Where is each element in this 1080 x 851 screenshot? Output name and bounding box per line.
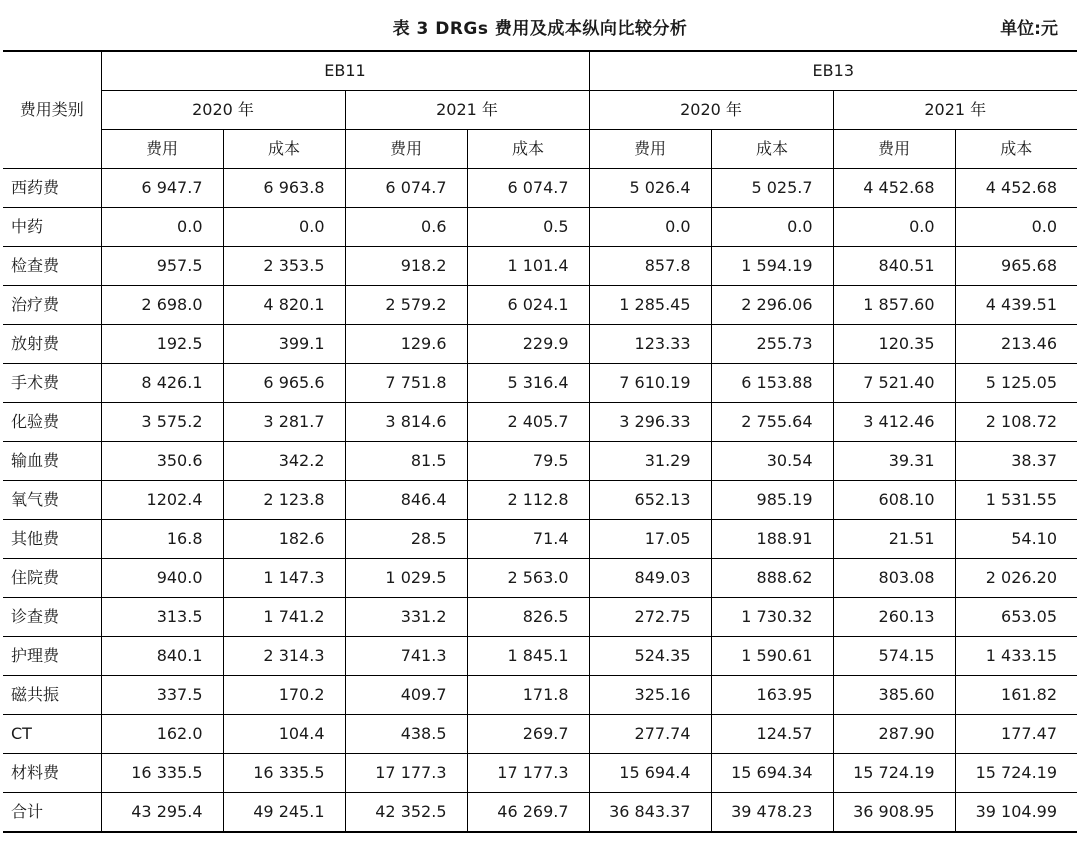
- value-cell: 3 412.46: [833, 403, 955, 442]
- value-cell: 170.2: [223, 676, 345, 715]
- metric-header: 成本: [955, 130, 1077, 169]
- value-cell: 2 698.0: [101, 286, 223, 325]
- value-cell: 229.9: [467, 325, 589, 364]
- value-cell: 957.5: [101, 247, 223, 286]
- value-cell: 7 751.8: [345, 364, 467, 403]
- value-cell: 7 521.40: [833, 364, 955, 403]
- value-cell: 5 125.05: [955, 364, 1077, 403]
- value-cell: 846.4: [345, 481, 467, 520]
- value-cell: 5 025.7: [711, 169, 833, 208]
- value-cell: 888.62: [711, 559, 833, 598]
- value-cell: 826.5: [467, 598, 589, 637]
- row-category: 住院费: [3, 559, 101, 598]
- metric-header: 费用: [345, 130, 467, 169]
- value-cell: 54.10: [955, 520, 1077, 559]
- value-cell: 0.0: [589, 208, 711, 247]
- table-row: [3, 793, 1077, 833]
- value-cell: 3 281.7: [223, 403, 345, 442]
- value-cell: 1 101.4: [467, 247, 589, 286]
- table-row: [3, 247, 1077, 286]
- value-cell: 918.2: [345, 247, 467, 286]
- metric-header: 成本: [711, 130, 833, 169]
- unit-label: 单位:元: [1000, 19, 1058, 39]
- value-cell: 163.95: [711, 676, 833, 715]
- value-cell: 4 439.51: [955, 286, 1077, 325]
- value-cell: 71.4: [467, 520, 589, 559]
- value-cell: 2 123.8: [223, 481, 345, 520]
- value-cell: 0.0: [711, 208, 833, 247]
- value-cell: 1 285.45: [589, 286, 711, 325]
- row-label-header: 费用类别: [3, 51, 101, 169]
- year-header: 2020 年: [589, 91, 833, 130]
- value-cell: 182.6: [223, 520, 345, 559]
- row-category: 中药: [3, 208, 101, 247]
- value-cell: 342.2: [223, 442, 345, 481]
- value-cell: 213.46: [955, 325, 1077, 364]
- value-cell: 0.5: [467, 208, 589, 247]
- metric-header: 费用: [589, 130, 711, 169]
- value-cell: 652.13: [589, 481, 711, 520]
- value-cell: 331.2: [345, 598, 467, 637]
- row-category: 磁共振: [3, 676, 101, 715]
- value-cell: 15 694.4: [589, 754, 711, 793]
- table-row: [3, 520, 1077, 559]
- value-cell: 985.19: [711, 481, 833, 520]
- value-cell: 0.6: [345, 208, 467, 247]
- row-category: 合计: [3, 793, 101, 833]
- value-cell: 4 452.68: [833, 169, 955, 208]
- row-category: 材料费: [3, 754, 101, 793]
- value-cell: 803.08: [833, 559, 955, 598]
- value-cell: 6 074.7: [467, 169, 589, 208]
- value-cell: 30.54: [711, 442, 833, 481]
- value-cell: 5 026.4: [589, 169, 711, 208]
- value-cell: 15 724.19: [955, 754, 1077, 793]
- table-row: [3, 403, 1077, 442]
- table-row: [3, 559, 1077, 598]
- table-row: [3, 364, 1077, 403]
- value-cell: 1 594.19: [711, 247, 833, 286]
- value-cell: 2 755.64: [711, 403, 833, 442]
- value-cell: 104.4: [223, 715, 345, 754]
- value-cell: 39.31: [833, 442, 955, 481]
- value-cell: 325.16: [589, 676, 711, 715]
- value-cell: 161.82: [955, 676, 1077, 715]
- value-cell: 0.0: [833, 208, 955, 247]
- value-cell: 2 405.7: [467, 403, 589, 442]
- value-cell: 21.51: [833, 520, 955, 559]
- table-body: [3, 169, 1077, 833]
- metric-header: 费用: [101, 130, 223, 169]
- metric-header: 费用: [833, 130, 955, 169]
- row-category: 输血费: [3, 442, 101, 481]
- value-cell: 849.03: [589, 559, 711, 598]
- value-cell: 2 314.3: [223, 637, 345, 676]
- value-cell: 409.7: [345, 676, 467, 715]
- value-cell: 1202.4: [101, 481, 223, 520]
- table-row: [3, 286, 1077, 325]
- value-cell: 81.5: [345, 442, 467, 481]
- value-cell: 129.6: [345, 325, 467, 364]
- value-cell: 39 104.99: [955, 793, 1077, 833]
- value-cell: 272.75: [589, 598, 711, 637]
- year-header: 2020 年: [101, 91, 345, 130]
- value-cell: 5 316.4: [467, 364, 589, 403]
- row-category: CT: [3, 715, 101, 754]
- value-cell: 31.29: [589, 442, 711, 481]
- value-cell: 350.6: [101, 442, 223, 481]
- value-cell: 337.5: [101, 676, 223, 715]
- value-cell: 1 857.60: [833, 286, 955, 325]
- value-cell: 3 575.2: [101, 403, 223, 442]
- value-cell: 2 296.06: [711, 286, 833, 325]
- value-cell: 269.7: [467, 715, 589, 754]
- value-cell: 1 730.32: [711, 598, 833, 637]
- year-header: 2021 年: [345, 91, 589, 130]
- table-row: [3, 208, 1077, 247]
- row-category: 治疗费: [3, 286, 101, 325]
- value-cell: 1 433.15: [955, 637, 1077, 676]
- value-cell: 17 177.3: [467, 754, 589, 793]
- value-cell: 7 610.19: [589, 364, 711, 403]
- value-cell: 177.47: [955, 715, 1077, 754]
- table-row: [3, 481, 1077, 520]
- value-cell: 857.8: [589, 247, 711, 286]
- group-header-eb13: EB13: [589, 51, 1077, 91]
- value-cell: 2 579.2: [345, 286, 467, 325]
- value-cell: 162.0: [101, 715, 223, 754]
- value-cell: 4 820.1: [223, 286, 345, 325]
- value-cell: 524.35: [589, 637, 711, 676]
- value-cell: 1 147.3: [223, 559, 345, 598]
- value-cell: 2 112.8: [467, 481, 589, 520]
- value-cell: 124.57: [711, 715, 833, 754]
- value-cell: 260.13: [833, 598, 955, 637]
- table-row: [3, 598, 1077, 637]
- value-cell: 6 074.7: [345, 169, 467, 208]
- value-cell: 287.90: [833, 715, 955, 754]
- value-cell: 120.35: [833, 325, 955, 364]
- metric-header: 成本: [467, 130, 589, 169]
- value-cell: 17 177.3: [345, 754, 467, 793]
- value-cell: 574.15: [833, 637, 955, 676]
- value-cell: 43 295.4: [101, 793, 223, 833]
- value-cell: 1 741.2: [223, 598, 345, 637]
- value-cell: 608.10: [833, 481, 955, 520]
- value-cell: 39 478.23: [711, 793, 833, 833]
- group-header-eb11: EB11: [101, 51, 589, 91]
- value-cell: 2 026.20: [955, 559, 1077, 598]
- value-cell: 385.60: [833, 676, 955, 715]
- row-category: 放射费: [3, 325, 101, 364]
- value-cell: 79.5: [467, 442, 589, 481]
- value-cell: 8 426.1: [101, 364, 223, 403]
- value-cell: 16.8: [101, 520, 223, 559]
- value-cell: 6 965.6: [223, 364, 345, 403]
- row-category: 护理费: [3, 637, 101, 676]
- cost-comparison-table: [3, 50, 1077, 833]
- value-cell: 42 352.5: [345, 793, 467, 833]
- row-category: 氧气费: [3, 481, 101, 520]
- value-cell: 36 843.37: [589, 793, 711, 833]
- value-cell: 2 353.5: [223, 247, 345, 286]
- value-cell: 965.68: [955, 247, 1077, 286]
- value-cell: 6 024.1: [467, 286, 589, 325]
- value-cell: 940.0: [101, 559, 223, 598]
- value-cell: 1 531.55: [955, 481, 1077, 520]
- table-caption: [0, 14, 1080, 44]
- table-title: 表 3 DRGs 费用及成本纵向比较分析: [392, 19, 688, 39]
- value-cell: 741.3: [345, 637, 467, 676]
- value-cell: 0.0: [101, 208, 223, 247]
- value-cell: 28.5: [345, 520, 467, 559]
- metric-header: 成本: [223, 130, 345, 169]
- table-row: [3, 676, 1077, 715]
- row-category: 检查费: [3, 247, 101, 286]
- value-cell: 38.37: [955, 442, 1077, 481]
- row-category: 诊查费: [3, 598, 101, 637]
- value-cell: 2 108.72: [955, 403, 1077, 442]
- table-row: [3, 325, 1077, 364]
- row-category: 西药费: [3, 169, 101, 208]
- value-cell: 16 335.5: [223, 754, 345, 793]
- value-cell: 15 724.19: [833, 754, 955, 793]
- value-cell: 2 563.0: [467, 559, 589, 598]
- value-cell: 1 029.5: [345, 559, 467, 598]
- value-cell: 277.74: [589, 715, 711, 754]
- value-cell: 399.1: [223, 325, 345, 364]
- value-cell: 49 245.1: [223, 793, 345, 833]
- value-cell: 255.73: [711, 325, 833, 364]
- value-cell: 6 963.8: [223, 169, 345, 208]
- value-cell: 1 845.1: [467, 637, 589, 676]
- value-cell: 123.33: [589, 325, 711, 364]
- value-cell: 840.1: [101, 637, 223, 676]
- value-cell: 36 908.95: [833, 793, 955, 833]
- year-header: 2021 年: [833, 91, 1077, 130]
- value-cell: 16 335.5: [101, 754, 223, 793]
- table-row: [3, 637, 1077, 676]
- table-row: [3, 169, 1077, 208]
- table-row: [3, 715, 1077, 754]
- value-cell: 171.8: [467, 676, 589, 715]
- value-cell: 4 452.68: [955, 169, 1077, 208]
- value-cell: 6 153.88: [711, 364, 833, 403]
- value-cell: 15 694.34: [711, 754, 833, 793]
- value-cell: 192.5: [101, 325, 223, 364]
- value-cell: 0.0: [223, 208, 345, 247]
- value-cell: 0.0: [955, 208, 1077, 247]
- value-cell: 3 814.6: [345, 403, 467, 442]
- value-cell: 17.05: [589, 520, 711, 559]
- value-cell: 438.5: [345, 715, 467, 754]
- row-category: 其他费: [3, 520, 101, 559]
- value-cell: 3 296.33: [589, 403, 711, 442]
- table-row: [3, 442, 1077, 481]
- value-cell: 313.5: [101, 598, 223, 637]
- value-cell: 653.05: [955, 598, 1077, 637]
- value-cell: 840.51: [833, 247, 955, 286]
- value-cell: 188.91: [711, 520, 833, 559]
- value-cell: 6 947.7: [101, 169, 223, 208]
- row-category: 化验费: [3, 403, 101, 442]
- table-row: [3, 754, 1077, 793]
- value-cell: 1 590.61: [711, 637, 833, 676]
- row-category: 手术费: [3, 364, 101, 403]
- value-cell: 46 269.7: [467, 793, 589, 833]
